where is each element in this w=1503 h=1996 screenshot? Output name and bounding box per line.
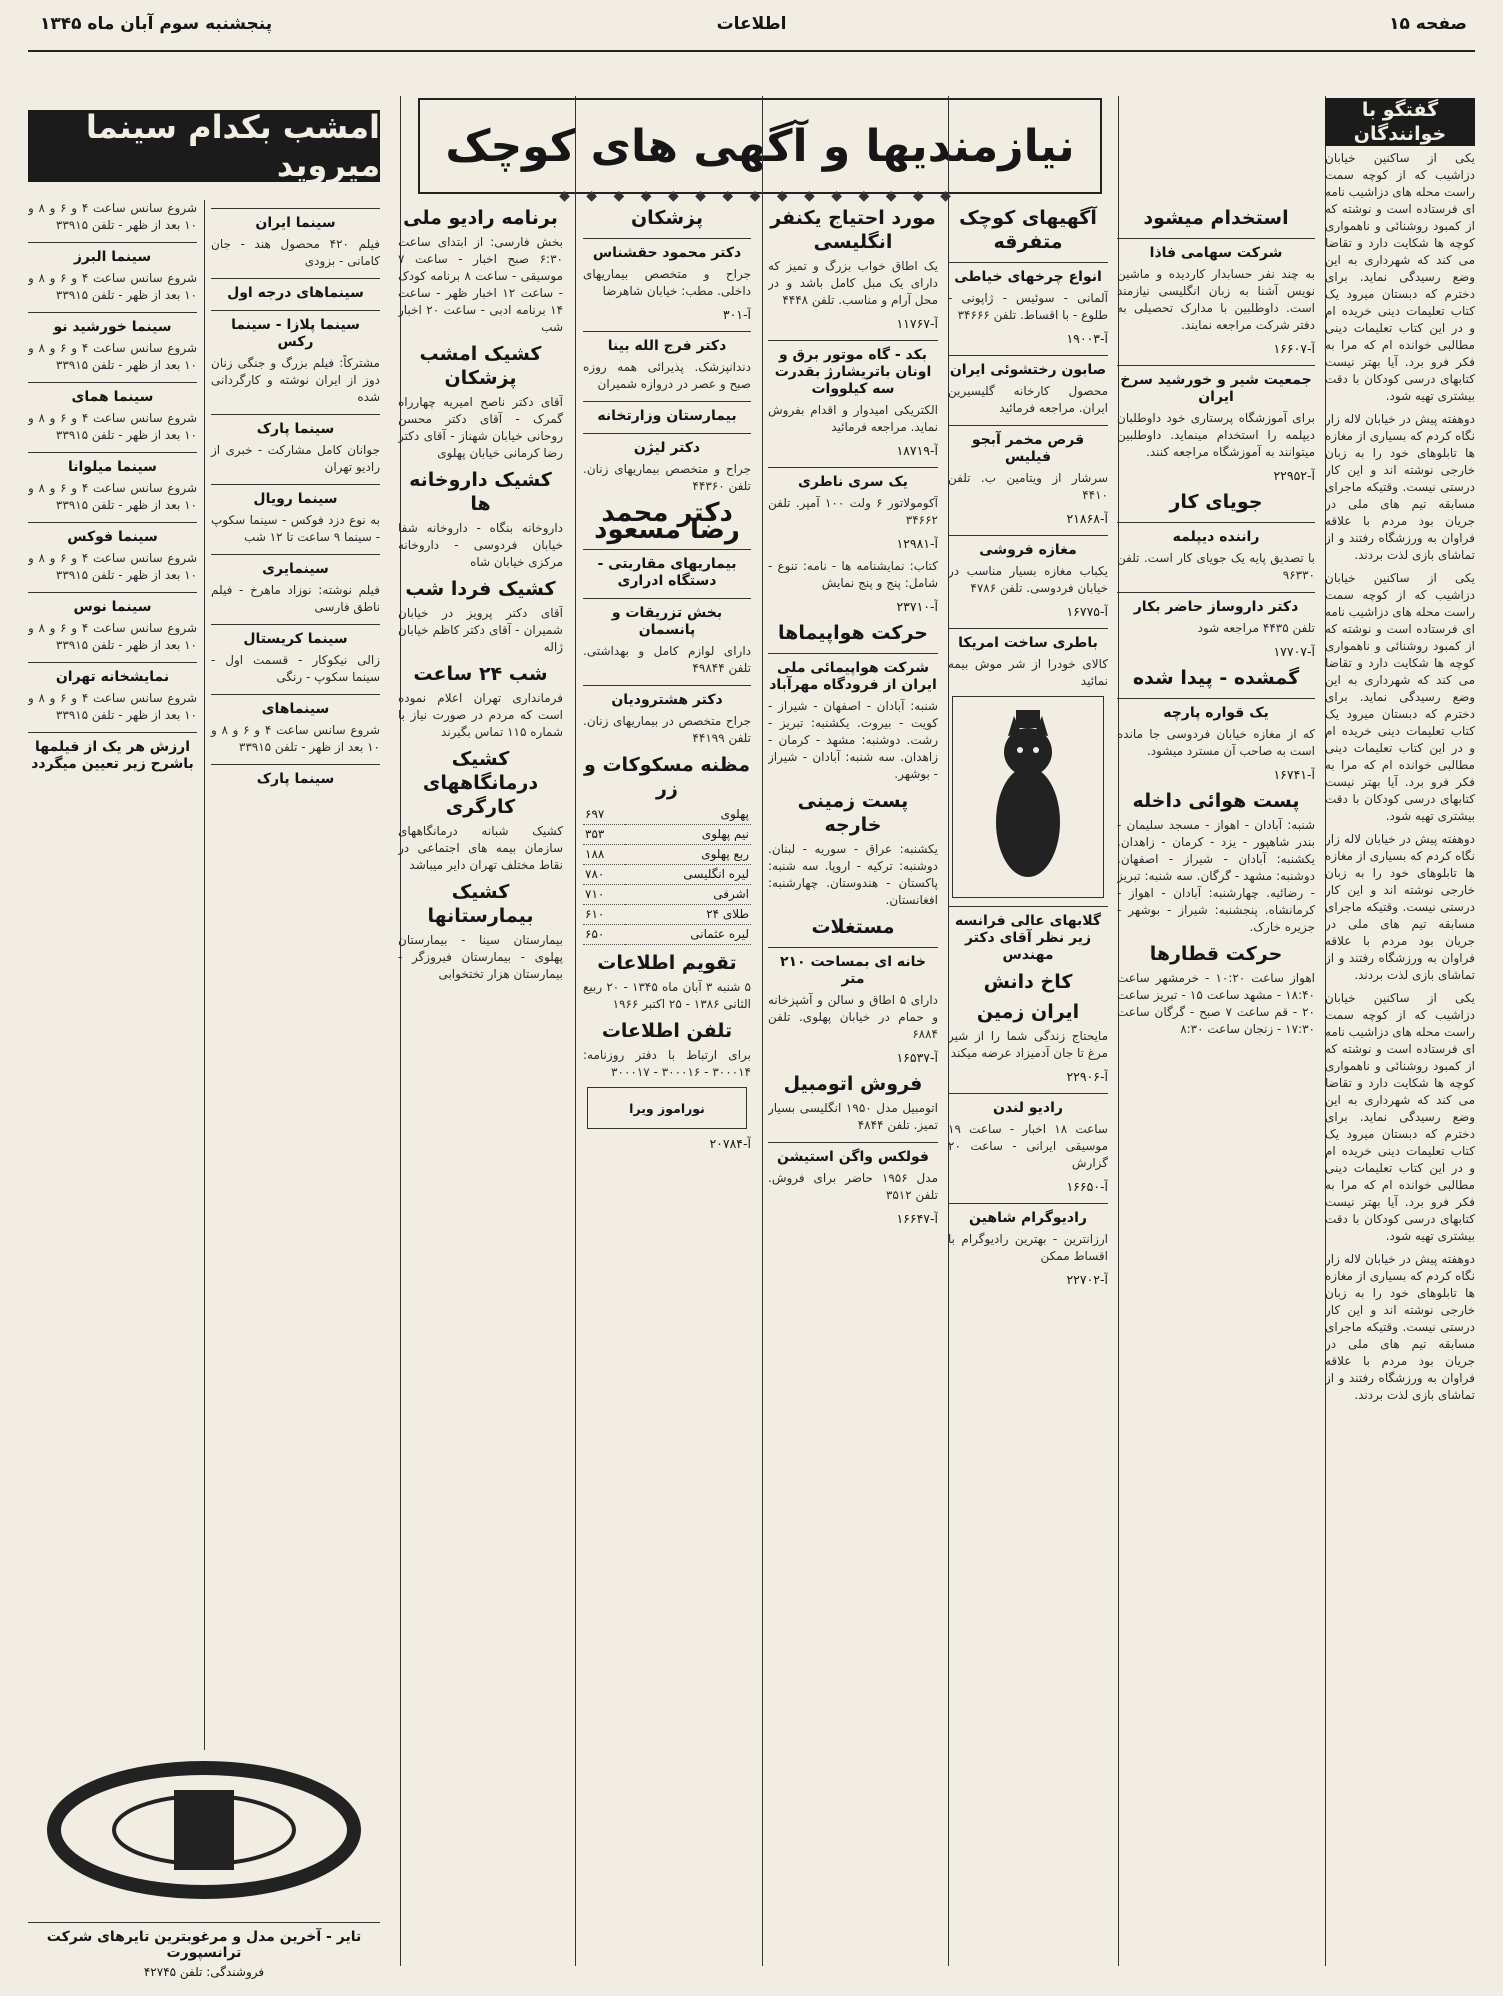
small-ad-1-code: آ-۱۹۰۰۳	[1066, 331, 1108, 346]
nourvar-ad: نوراموز ویرا	[587, 1087, 747, 1129]
hospital-doctor: دکتر لیژن	[583, 433, 751, 457]
rent-code: آ-۱۶۵۳۷	[896, 1050, 938, 1065]
car2: فولکس واگن استیشن	[768, 1142, 938, 1166]
readers-letter-3: یکی از ساکنین خیابان دزاشیب که از کوچه سمت راست محله های دزاشیب نامه ای فرستاده است و نوشته که از کمبود روشنائی و ناهمواری کوچه ها شکایت دارد و تقاضا می کند که شهرداری به این وضع رسیدگی نماید. برای دخترم که دبستان میرود یک کتاب تعلیمات دینی خریده ام و در این کتاب تعلیمات دینی مطالبی خوانده ام که مرا به فکر فرو برد. آیا بهتر نیست کتابهای درسی کودکان با دقت بیشتری تهیه شود.	[1325, 571, 1475, 823]
lost-text: که از مغازه خیابان فردوسی جا مانده است به صاحب آن مسترد میشود.	[1117, 727, 1315, 758]
cinema-khorshid: سینما خورشید نو	[28, 312, 197, 336]
jobs-title: استخدام میشود	[1143, 207, 1289, 229]
cinema-pari: سینمایری	[211, 554, 380, 578]
cinema-fox-text: شروع سانس ساعت ۴ و ۶ و ۸ و ۱۰ بعد از ظهر - تلفن ۳۳۹۱۵	[28, 551, 197, 582]
cinema-royal-text: به نوع دزد فوکس - سینما سکوپ - سینما ۹ ساعت تا ۱۲ شب	[211, 513, 380, 544]
date-line: پنجشنبه سوم آبان ماه ۱۳۴۵	[40, 14, 273, 34]
column-rule	[762, 96, 763, 1966]
small-ad-5-code: آ-۲۲۹۰۶	[1066, 1069, 1108, 1084]
radio-column	[398, 200, 563, 989]
car-code: آ-۱۶۶۴۷	[896, 1211, 938, 1226]
battery-series-code: آ-۱۲۹۸۱	[896, 536, 938, 551]
english-code: آ-۱۱۷۶۷	[896, 316, 938, 331]
small-ad-4: مغازه فروشی	[948, 535, 1108, 559]
price-value: ۶۱۰	[583, 905, 625, 925]
planes-company: شرکت هواپیمائی ملی ایران از فرودگاه مهرآباد	[768, 653, 938, 694]
signature-specialty: بیماریهای مقاربتی - دستگاه ادراری	[583, 549, 751, 590]
jobs-code-3: آ-۱۷۷۰۷	[1273, 644, 1315, 659]
iran-zamin: ایران زمین	[976, 1001, 1080, 1023]
jobs-company: شرکت سهامی فاذا	[1117, 238, 1315, 262]
tyre-ad	[28, 1760, 380, 1979]
prices-table	[583, 805, 751, 945]
planes-text: شنبه: آبادان - اصفهان - شیراز - کویت - بیروت. یکشنبه: تبریز - رشت. دوشنبه: مشهد - کرمان - زاهدان. سه شنبه: آبادان - شیراز - بوشهر.	[768, 699, 938, 781]
price-item: اشرفی	[625, 885, 751, 905]
car-title: فروش اتومبیل	[783, 1073, 923, 1095]
car2-text: مدل ۱۹۵۶ حاضر برای فروش. تلفن ۳۵۱۲	[768, 1171, 938, 1202]
cinema-crystal-text: زالی نیکوکار - قسمت اول - سینما سکوپ - رنگی	[211, 653, 380, 684]
price-row	[583, 865, 751, 885]
price-item: ربع پهلوی	[625, 845, 751, 865]
post-title: پست زمینی خارجه	[797, 790, 909, 836]
cinema-venus: سینما نوس	[28, 592, 197, 616]
cinema-column	[28, 200, 380, 1750]
cinema-park-2: سینما پارک	[211, 764, 380, 788]
classifieds-banner: نیازمندیها و آگهی های کوچک	[418, 98, 1102, 194]
small-ad-3-text: سرشار از ویتامین ب. تلفن ۴۴۱۰	[948, 471, 1108, 502]
doctor-code: آ-۳۰۱	[722, 307, 751, 322]
generator-text: الکتریکی امیدوار و اقدام بفروش نماید. مراجعه فرمائید	[768, 403, 938, 434]
readers-letter-5: یکی از ساکنین خیابان دزاشیب که از کوچه سمت راست محله های دزاشیب نامه ای فرستاده است و نوشته که از کمبود روشنائی و ناهمواری کوچه ها شکایت دارد و تقاضا می کند که شهرداری به این وضع رسیدگی نماید. برای دخترم که دبستان میرود یک کتاب تعلیمات دینی خریده ام و در این کتاب تعلیمات دینی مطالبی خوانده ام که مرا به فکر فرو برد. آیا بهتر نیست کتابهای درسی کودکان با دقت بیشتری تهیه شود.	[1325, 991, 1475, 1243]
jobseek-pharmacist: دکتر داروساز حاضر بکار	[1117, 592, 1315, 616]
trains-text: اهواز ساعت ۱۰:۲۰ - خرمشهر ساعت ۱۸:۴۰ - مشهد ساعت ۱۵ - تبریز ساعت ۲۰ - قم ساعت ۷ صبح - گرگان ساعت ۱۷:۳۰ - زنجان ساعت ۸:۳۰	[1117, 971, 1315, 1036]
jobseek-title: جویای کار	[1169, 491, 1263, 513]
small-ads-title: آگهیهای کوچک متفرقه	[959, 207, 1097, 253]
small-ad-4-text: یکباب مغازه بسیار مناسب در خیابان فردوسی. تلفن ۴۷۸۶	[948, 564, 1108, 595]
doctor-2: دکتر فرج الله بینا	[583, 331, 751, 355]
books-text: کتاب: نمایشنامه ها - نامه: تنوع - شامل: پنج و پنج نمایش	[768, 559, 938, 590]
cinema-alborz: سینما البرز	[28, 242, 197, 266]
cinema-plaza: سینما پلازا - سینما رکس	[211, 310, 380, 351]
jobs-org: جمعیت شیر و خورشید سرخ ایران	[1117, 365, 1315, 406]
price-row	[583, 885, 751, 905]
line24-title: شب ۲۴ ساعت	[413, 663, 548, 685]
cinema-fox: سینما فوکس	[28, 522, 197, 546]
generator-code: آ-۱۸۷۱۹	[896, 443, 938, 458]
rent-title: مستغلات	[811, 916, 895, 938]
cinema-khorshid-text: شروع سانس ساعت ۴ و ۶ و ۸ و ۱۰ بعد از ظهر - تلفن ۳۳۹۱۵	[28, 341, 197, 372]
price-value: ۳۵۳	[583, 825, 625, 845]
cinema-iran-text: فیلم ۴۲۰ محصول هند - جان کامانی - بزودی	[211, 237, 380, 268]
post-text: یکشنبه: عراق - سوریه - لبنان. دوشنبه: ترکیه - اروپا. سه شنبه: پاکستان - هندوستان. چهارشنبه: افغانستان.	[768, 842, 938, 907]
lost-item: یک قواره پارچه	[1117, 698, 1315, 722]
cinema-banner: امشب بکدام سینما میروید	[28, 110, 380, 182]
doctor-3: دکتر هشترودیان	[583, 685, 751, 709]
cinema-homa: سینما همای	[28, 382, 197, 406]
doctor-1: دکتر محمود حقشناس	[583, 238, 751, 262]
books-code: آ-۲۳۷۱۰	[896, 599, 938, 614]
prices-title: مظنه مسکوکات و زر	[584, 754, 750, 800]
price-value: ۷۱۰	[583, 885, 625, 905]
gramophone-text: ارزانترین - بهترین رادیوگرام با اقساط ممکن	[948, 1232, 1108, 1263]
price-value: ۶۹۷	[583, 805, 625, 825]
tyre-ad-text: تایر - آخرین مدل و مرغوبترین تایرهای شرکت ترانسپورت	[28, 1922, 380, 1961]
generator-ad: بکد - گاه موتور برق و اونان باتریشارژ بقدرت سه کیلووات	[768, 340, 938, 398]
doctors-title: پزشکان	[630, 207, 704, 229]
jobs-text-2: برای آموزشگاه پرستاری خود داوطلبان دیپلمه را استخدام مینماید. داوطلبین میتوانند به آموزشگاه مراجعه کنند.	[1117, 411, 1315, 459]
small-ad-7-code: آ-۲۲۷۰۲	[1066, 1272, 1108, 1287]
cinema-milvana: سینما میلوانا	[28, 452, 197, 476]
injection-clinic: بخش تزریقات و پانسمان	[583, 598, 751, 639]
price-row	[583, 925, 751, 945]
cat-illustration	[952, 696, 1104, 898]
iran-zamin-text: مایحتاج زندگی شما را از شیر مرغ تا جان آدمیزاد عرضه میکند	[948, 1029, 1108, 1060]
cinema-royal: سینما رویال	[211, 484, 380, 508]
small-ad-1: انواع چرخهای خیاطی	[948, 262, 1108, 286]
drugstore-title: کشیک داروخانه ها	[409, 469, 552, 515]
price-value: ۶۵۰	[583, 925, 625, 945]
oncall-text: آقای دکتر ناصح امیریه چهارراه گمرک - آقای دکتر محسن روحانی خیابان شهناز - آقای دکتر رضا کرمانی خیابان پهلوی	[398, 395, 563, 460]
english-title: مورد احتیاج یکنفر انگلیسی	[770, 207, 936, 253]
page-number: صفحه ۱۵	[1389, 14, 1467, 34]
jobs-code-2: آ-۲۲۹۵۲	[1273, 468, 1315, 483]
radio-text: بخش فارسی: از ابتدای ساعت ۶:۳۰ صبح اخبار - ساعت ۷ موسیقی - ساعت ۸ برنامه کودک - ساعت ۱۲ اخبار ظهر - ساعت ۱۴ برنامه ادبی - ساعت ۲۰ اخبار شب	[398, 235, 563, 334]
cinema-crystal: سینما کریستال	[211, 624, 380, 648]
jobseek-driver-text: با تصدیق پایه یک جویای کار است. تلفن ۹۶۳۳۰	[1117, 551, 1315, 582]
small-ad-1-text: آلمانی - سوئیس - ژاپونی - طلوع - با اقساط. تلفن ۳۴۶۶۶	[948, 291, 1108, 322]
price-row	[583, 905, 751, 925]
cinema-milvana-text: شروع سانس ساعت ۴ و ۶ و ۸ و ۱۰ بعد از ظهر - تلفن ۳۳۹۱۵	[28, 481, 197, 512]
tomorrow-text: آقای دکتر پرویز در خیابان شمیران - آقای دکتر کاظم خیابان ژاله	[398, 606, 563, 654]
radio-london: رادیو لندن	[948, 1093, 1108, 1117]
doctors-code-2: آ-۲۰۷۸۴	[709, 1136, 751, 1151]
lost-found-title: گمشده - پیدا شده	[1132, 667, 1300, 689]
battery-ad: باطری ساخت امریکا	[948, 628, 1108, 652]
price-value: ۱۸۸	[583, 845, 625, 865]
kakh-danesh: کاخ دانش	[983, 971, 1073, 993]
cinema-plaza-text: مشترکاً: فیلم بزرگ و جنگی زنان دوز از ایران نوشته و کارگردانی شده	[211, 356, 380, 404]
paper-name: اطلاعات	[716, 14, 787, 34]
small-ad-6-code: آ-۱۶۶۵۰	[1066, 1179, 1108, 1194]
english-text: یک اطاق خواب بزرگ و تمیز که دارای یک مبل کامل باشد و در محل آرام و مناسب. تلفن ۴۴۴۸	[768, 259, 938, 307]
price-item: لیره عثمانی	[625, 925, 751, 945]
tyre-icon	[28, 1760, 380, 1910]
jobs-code-4: آ-۱۶۷۴۱	[1273, 767, 1315, 782]
radio-london-text: ساعت ۱۸ اخبار - ساعت ۱۹ موسیقی ایرانی - ساعت ۲۰ گزارش	[948, 1122, 1108, 1170]
cinema-venus-text: شروع سانس ساعت ۴ و ۶ و ۸ و ۱۰ بعد از ظهر - تلفن ۳۳۹۱۵	[28, 621, 197, 652]
injection-text: دارای لوازم کامل و بهداشتی. تلفن ۴۹۸۴۴	[583, 644, 751, 675]
cat-icon	[968, 702, 1088, 892]
phone-title: تلفن اطلاعات	[601, 1020, 733, 1042]
jobseek-pharmacist-text: تلفن ۴۴۳۵ مراجعه شود	[1197, 621, 1315, 635]
jobseek-driver: راننده دیپلمه	[1117, 522, 1315, 546]
banner-ornament: ◆ ◆ ◆ ◆ ◆ ◆ ◆ ◆ ◆ ◆ ◆ ◆ ◆ ◆ ◆	[559, 188, 957, 204]
readers-letter-2: دوهفته پیش در خیابان لاله زار نگاه کردم که بسیاری از مغازه ها تابلوهای خود را به زبان خارجی نوشته اند و این کار درستی نیست. وقتیکه ماجرای مسابقه تیم های ملی در جریان بود مردم با علاقه فراوان به ورزشگاه رفتند و از تماشای بازی لذت بردند.	[1325, 412, 1475, 562]
small-ad-3-code: آ-۲۱۸۶۸	[1066, 511, 1108, 526]
price-row	[583, 805, 751, 825]
doctor-2-text: دندانپزشک. پذیرائی همه روزه صبح و عصر در دروازه شمیران	[583, 360, 751, 391]
hospital-text: جراح و متخصص بیماریهای زنان. تلفن ۴۴۳۶۰	[583, 462, 751, 493]
tyre-ad-phone: فروشندگی: تلفن ۴۲۷۴۵	[143, 1965, 265, 1979]
perfume-caption: گلابهای عالی فرانسه زیر نظر آقای دکتر مهندس	[948, 906, 1108, 964]
cinema-park-2-text: شروع سانس ساعت ۴ و ۶ و ۸ و ۱۰ بعد از ظهر - تلفن ۳۳۹۱۵	[28, 201, 197, 232]
small-ads-column	[948, 200, 1108, 1294]
doctors-column	[583, 200, 751, 1158]
radio-title: برنامه رادیو ملی	[403, 207, 558, 229]
calendar-text: ۵ شنبه ۳ آبان ماه ۱۳۴۵ - ۲۰ ربیع الثانی ۱۳۸۶ - ۲۵ اکتبر ۱۹۶۶	[583, 980, 751, 1011]
tomorrow-title: کشیک فردا شب	[405, 578, 556, 600]
jobs-code-1: آ-۱۶۶۰۷	[1273, 341, 1315, 356]
battery-series-text: آکومولاتور ۶ ولت ۱۰۰ آمپر. تلفن ۳۴۶۶۲	[768, 496, 938, 527]
battery-ad-text: کالای خودرا از شر موش بیمه نمائید	[948, 657, 1108, 688]
readers-title: گفتگو با خوانندگان	[1325, 98, 1475, 146]
cinema-park: سینما پارک	[211, 414, 380, 438]
small-ad-2: صابون رختشوئی ایران	[948, 355, 1108, 379]
price-item: لیره انگلیسی	[625, 865, 751, 885]
price-row	[583, 825, 751, 845]
planes-title: حرکت هواپیماها	[778, 622, 928, 644]
jobs-text-1: به چند نفر حسابدار کاردیده و ماشین نویس آشنا به زبان انگلیسی نیازمند است. داوطلبین با مدارک تحصیلی به دفتر شرکت مراجعه نمایند.	[1117, 267, 1315, 332]
readers-letter: یکی از ساکنین خیابان دزاشیب که از کوچه سمت راست محله های دزاشیب نامه ای فرستاده است و نوشته که از کمبود روشنائی و ناهمواری کوچه ها شکایت دارد و تقاضا می کند که شهرداری به این وضع رسیدگی نماید. برای دخترم که دبستان میرود یک کتاب تعلیمات دینی خریده ام و در این کتاب تعلیمات دینی مطالبی خوانده ام که مرا به فکر فرو برد. آیا بهتر نیست کتابهای درسی کودکان با دقت بیشتری تهیه شود.	[1325, 151, 1475, 403]
column-rule	[575, 96, 576, 1966]
cinema-alborz-text: شروع سانس ساعت ۴ و ۶ و ۸ و ۱۰ بعد از ظهر - تلفن ۳۳۹۱۵	[28, 271, 197, 302]
price-value: ۷۸۰	[583, 865, 625, 885]
readers-letter-4: دوهفته پیش در خیابان لاله زار نگاه کردم که بسیاری از مغازه ها تابلوهای خود را به زبان خارجی نوشته اند و این کار درستی نیست. وقتیکه ماجرای مسابقه تیم های ملی در جریان بود مردم با علاقه فراوان به ورزشگاه رفتند و از تماشای بازی لذت بردند.	[1325, 832, 1475, 982]
price-item: طلای ۲۴	[625, 905, 751, 925]
misc-column	[768, 200, 938, 1233]
oncall-title: کشیک امشب پزشکان	[419, 343, 542, 389]
cinema-pari-text: فیلم نوشته: نوزاد ماهرخ - فیلم ناطق فارسی	[211, 583, 380, 614]
tehran-theatre-text: شروع سانس ساعت ۴ و ۶ و ۸ و ۱۰ بعد از ظهر - تلفن ۳۳۹۱۵	[28, 691, 197, 722]
rent-text: دارای ۵ اطاق و سالن و آشپزخانه و حمام در خیابان پهلوی. تلفن ۶۸۸۴	[768, 993, 938, 1041]
workers-title: کشیک درمانگاههای کارگری	[422, 748, 539, 818]
car-text: اتومبیل مدل ۱۹۵۰ انگلیسی بسیار تمیز. تلفن ۴۸۴۴	[768, 1101, 938, 1132]
flight-title: پست هوائی داخله	[1132, 790, 1300, 812]
tehran-theatre: نمایشخانه تهران	[28, 662, 197, 686]
cinemas-text: شروع سانس ساعت ۴ و ۶ و ۸ و ۱۰ بعد از ظهر - تلفن ۳۳۹۱۵	[211, 723, 380, 754]
hospitals-title: کشیک بیمارستانها	[427, 881, 534, 927]
readers-column	[1325, 92, 1475, 1410]
cinema-iran: سینما ایران	[211, 208, 380, 232]
workers-text: کشیک شبانه درمانگاههای سازمان بیمه های اجتماعی در نقاط مختلف تهران دایر میباشد	[398, 824, 563, 872]
doctor-signature: دکتر محمد رضا مسعود	[594, 498, 740, 545]
doctor-1-text: جراح و متخصص بیماریهای داخلی. مطب: خیابان شاهرضا	[583, 267, 751, 298]
cinemas-header: سینماهای	[211, 694, 380, 718]
rent-head: خانه ای بمساحت ۲۱۰ متر	[768, 947, 938, 988]
gramophone-ad: رادیوگرام شاهین	[948, 1203, 1108, 1227]
price-row	[583, 845, 751, 865]
drugstore-text: داروخانه بنگاه - داروخانه شفا خیابان فردوسی - داروخانه مرکزی خیابان شاه	[398, 521, 563, 569]
battery-series: یک سری ناطری	[768, 467, 938, 491]
cinema-park-text: جوانان کامل مشارکت - خبری از رادیو تهران	[211, 443, 380, 474]
small-ad-4-code: آ-۱۶۷۷۵	[1066, 604, 1108, 619]
first-class-cinemas: سینماهای درجه اول	[211, 278, 380, 302]
film-rating-note: ارزش هر یک از فیلمها باشرح زیر تعیین میگردد	[28, 732, 197, 773]
flight-text: شنبه: آبادان - اهواز - مسجد سلیمان - بندر شاهپور - یزد - کرمان - زاهدان. یکشنبه: آبادان - شیراز - اصفهان. دوشنبه: مشهد - گرگان. سه شنبه: تبریز - رضائیه. چهارشنبه: آبادان - اهواز - کرمانشاه. پنجشنبه: شیراز - بوشهر - جزیره خارک.	[1117, 818, 1315, 934]
doctor-3-text: جراح متخصص در بیماریهای زنان. تلفن ۴۴۱۹۹	[583, 714, 751, 745]
price-item: نیم پهلوی	[625, 825, 751, 845]
line24-text: فرمانداری تهران اعلام نموده است که مردم در صورت نیاز با شماره ۱۱۵ تماس بگیرند	[398, 691, 563, 739]
hospitals-text: بیمارستان سینا - بیمارستان پهلوی - بیمارستان فیروزگر - بیمارستان هزار تختخوابی	[398, 933, 563, 981]
trains-title: حرکت قطارها	[1149, 943, 1283, 965]
header-rule	[28, 50, 1475, 52]
hospital: بیمارستان وزارتخانه	[583, 401, 751, 425]
calendar-title: تقویم اطلاعات	[597, 952, 737, 974]
readers-letter-6: دوهفته پیش در خیابان لاله زار نگاه کردم که بسیاری از مغازه ها تابلوهای خود را به زبان خارجی نوشته اند و این کار درستی نیست. وقتیکه ماجرای مسابقه تیم های ملی در جریان بود مردم با علاقه فراوان به ورزشگاه رفتند و از تماشای بازی لذت بردند.	[1325, 1252, 1475, 1402]
jobs-column	[1117, 200, 1315, 1044]
phone-text: برای ارتباط با دفتر روزنامه: ۳۰۰۰۱۴ - ۳۰۰۰۱۶ - ۳۰۰۰۱۷	[583, 1048, 751, 1079]
cinema-homa-text: شروع سانس ساعت ۴ و ۶ و ۸ و ۱۰ بعد از ظهر - تلفن ۳۳۹۱۵	[28, 411, 197, 442]
small-ad-3: قرص مخمر آبجو فیلیس	[948, 425, 1108, 466]
price-item: پهلوی	[625, 805, 751, 825]
small-ad-2-text: محصول کارخانه گلیسیرین ایران. مراجعه فرمائید	[948, 384, 1108, 415]
